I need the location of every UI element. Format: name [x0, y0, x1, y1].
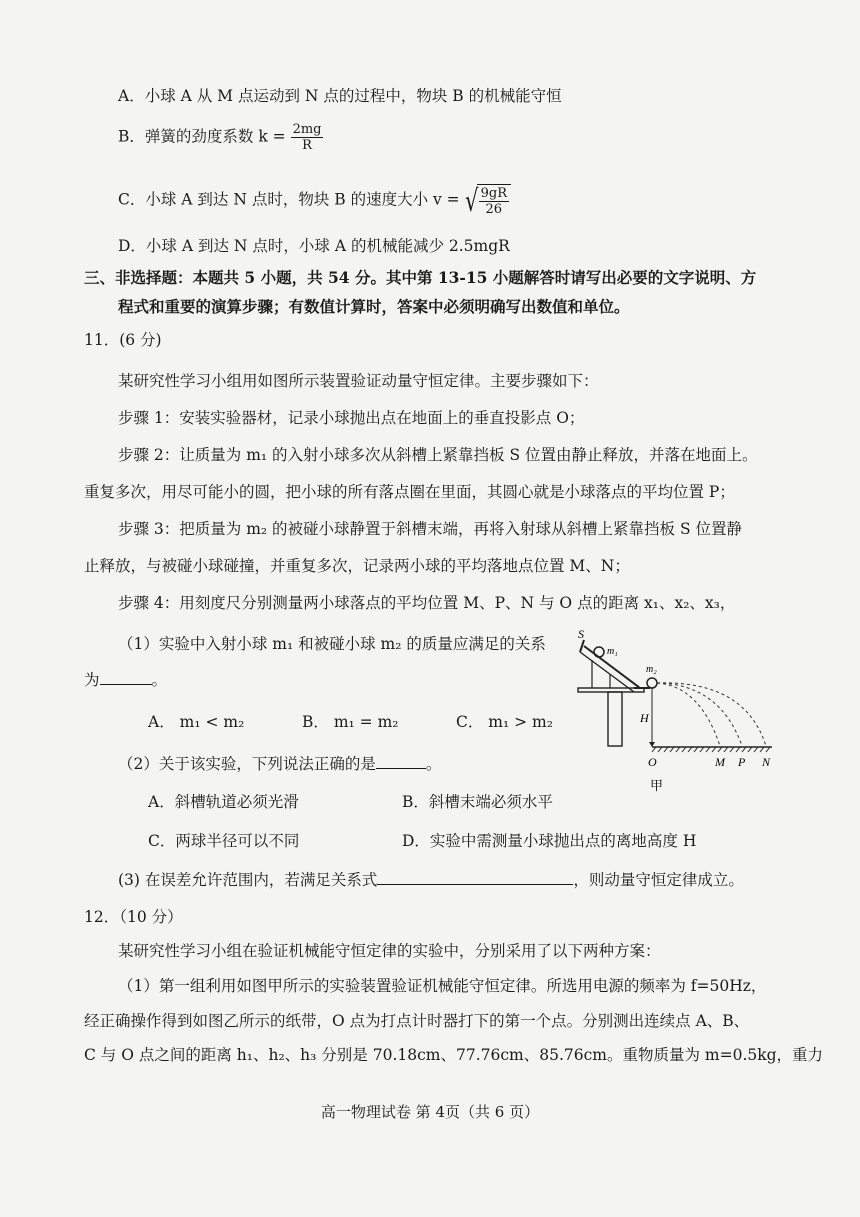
trajectory-n — [657, 683, 766, 746]
fraction-denominator: 26 — [485, 202, 503, 217]
fraction-numerator: 2mg — [292, 122, 322, 137]
q11-step1: 步骤 1：安装实验器材，记录小球抛出点在地面上的垂直投影点 O； — [118, 409, 585, 427]
label-m1: m₁ — [607, 646, 618, 657]
table-leg — [608, 692, 622, 746]
q11-part1-option-c: C． m₁ > m₂ — [456, 713, 553, 731]
q12-intro: 某研究性学习小组在验证机械能守恒定律的实验中，分别采用了以下两种方案： — [118, 942, 661, 960]
q11-step2-line2: 重复多次，用尽可能小的圆，把小球的所有落点圈在里面，其圆心就是小球落点的平均位置 P； — [84, 483, 735, 501]
q11-step3-line1: 步骤 3：把质量为 m₂ 的被碰小球静置于斜槽末端，再将入射球从斜槽上紧靠挡板 S 位置静 — [118, 520, 743, 538]
trajectory-p — [657, 683, 742, 746]
page-footer: 高一物理试卷 第 4页（共 6 页） — [320, 1103, 540, 1121]
radical-sign-icon: √ — [464, 184, 478, 219]
label-o: O — [648, 755, 657, 769]
figure-caption: 甲 — [650, 778, 664, 793]
apparatus-diagram — [570, 626, 780, 798]
stopper-s — [580, 640, 584, 652]
label-h: H — [640, 711, 649, 725]
q11-part1-line1: （1）实验中入射小球 m₁ 和被碰小球 m₂ 的质量应满足的关系 — [118, 635, 546, 653]
q10-option-c-text: C．小球 A 到达 N 点时，物块 B 的速度大小 v = — [118, 190, 460, 209]
section3-heading-line2: 程式和重要的演算步骤；有数值计算时，答案中必须明确写出数值和单位。 — [118, 297, 630, 316]
sqrt-expression — [465, 184, 511, 217]
q10-option-b — [118, 122, 323, 153]
q10-option-d: D．小球 A 到达 N 点时，小球 A 的机械能减少 2.5mgR — [118, 237, 510, 255]
q11-part2-option-d: D．实验中需测量小球抛出点的离地高度 H — [402, 832, 697, 850]
fraction-numerator: 9gR — [480, 186, 507, 201]
ball-m1 — [594, 647, 604, 657]
q12-part1-line1: （1）第一组利用如图甲所示的实验装置验证机械能守恒定律。所选用电源的频率为 f=50Hz， — [118, 977, 767, 995]
trajectory-m — [657, 683, 720, 746]
q10-option-b-text: B．弹簧的劲度系数 k = — [118, 127, 286, 146]
q11-intro: 某研究性学习小组用如图所示装置验证动量守恒定律。主要步骤如下： — [118, 372, 599, 390]
q11-part1-suffix: 。 — [151, 671, 168, 689]
q11-part2-suffix: 。 — [425, 755, 442, 773]
q12-header: 12．（10 分） — [84, 908, 183, 926]
collision-apparatus-figure — [570, 626, 780, 798]
label-n: N — [762, 755, 771, 769]
fraction-denominator: R — [302, 138, 312, 153]
section3-heading-line1: 三、非选择题：本题共 5 小题，共 54 分。其中第 13-15 小题解答时请写出必要的文字说明、方 — [84, 268, 757, 287]
label-p: P — [738, 755, 746, 769]
q11-header: 11．(6 分) — [84, 331, 162, 349]
q11-part2-text: （2）关于该实验，下列说法正确的是 — [118, 755, 376, 773]
q12-part1-line3: C 与 O 点之间的距离 h₁、h₂、h₃ 分别是 70.18cm、77.76cm、85.76cm。重物质量为 m=0.5kg，重力 — [84, 1046, 824, 1064]
q10-option-a: A．小球 A 从 M 点运动到 N 点的过程中，物块 B 的机械能守恒 — [118, 87, 562, 105]
answer-blank[interactable] — [376, 754, 426, 769]
q11-part2-option-c: C．两球半径可以不同 — [148, 832, 300, 850]
q11-part2 — [118, 754, 441, 774]
q11-part1-line2 — [84, 670, 167, 690]
q11-part2-option-a: A．斜槽轨道必须光滑 — [148, 793, 299, 811]
q11-step3-line2: 止释放，与被碰小球碰撞，并重复多次，记录两小球的平均落地点位置 M、N； — [84, 557, 630, 575]
q11-part1-option-b: B． m₁ = m₂ — [302, 713, 399, 731]
q11-part3 — [118, 870, 744, 890]
label-s: S — [578, 627, 584, 641]
label-m: M — [715, 755, 725, 769]
q10-option-c — [118, 184, 511, 217]
q11-part1-option-a: A． m₁ < m₂ — [148, 713, 245, 731]
ball-m2 — [647, 678, 657, 688]
fraction-2mg-over-r — [291, 122, 324, 153]
q11-part3-text: (3) 在误差允许范围内，若满足关系式 — [118, 871, 378, 889]
answer-blank[interactable] — [377, 870, 573, 885]
answer-blank[interactable] — [100, 670, 152, 685]
q11-part3-suffix: ，则动量守恒定律成立。 — [573, 871, 744, 889]
q11-part1-prefix: 为 — [84, 671, 100, 689]
q11-step2-line1: 步骤 2：让质量为 m₁ 的入射小球多次从斜槽上紧靠挡板 S 位置由静止释放，并落在地面上。 — [118, 446, 758, 464]
chute-incline-lower — [580, 652, 634, 692]
q11-part2-option-b: B．斜槽末端必须水平 — [402, 793, 553, 811]
label-m2: m₂ — [646, 664, 657, 675]
q12-part1-line2: 经正确操作得到如图乙所示的纸带，O 点为打点计时器打下的第一个点。分别测出连续点 A、B、 — [84, 1012, 750, 1030]
q11-step4: 步骤 4：用刻度尺分别测量两小球落点的平均位置 M、P、N 与 O 点的距离 x₁、x₂、x₃， — [118, 594, 736, 612]
